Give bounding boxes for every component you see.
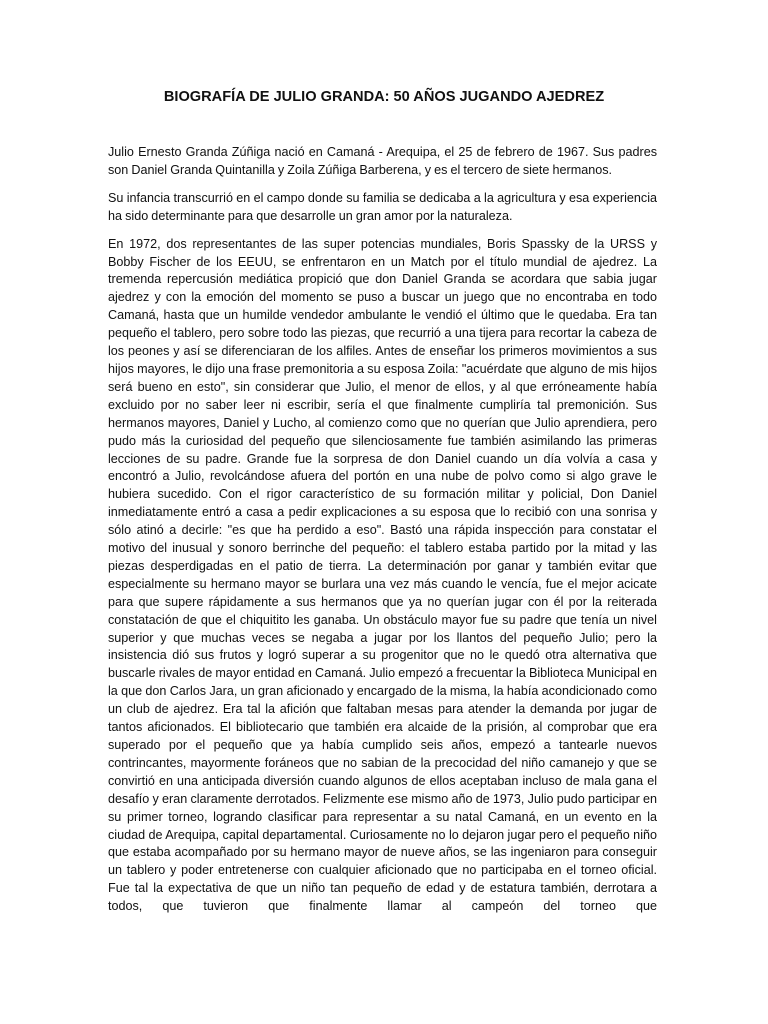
paragraph-childhood-birth: Julio Ernesto Granda Zúñiga nació en Camaná - Arequipa, el 25 de febrero de 1967. Sus padres son Daniel Granda Quintanilla y Zoila Zúñiga Barberena, y es el tercero de siete hermanos.: [108, 145, 657, 177]
document-title: BIOGRAFÍA DE JULIO GRANDA: 50 AÑOS JUGANDO AJEDREZ: [163, 89, 605, 105]
document-body: [108, 144, 657, 926]
paragraph-chess-beginnings: En 1972, dos representantes de las super potencias mundiales, Boris Spassky de la URSS y Bobby Fischer de los EEUU, se enfrentaron en un Match por el título mundial de ajedrez. La tremenda repercusión mediática propició que don Daniel Granda se acordara que sabia jugar ajedrez y con la emoción del momento se puso a buscar un juego que no encontraba en todo Camaná, hasta que un humilde vendedor ambulante le vendió el último que le quedaba. Era tan pequeño el tablero, pero sobre todo las piezas, que recurrió a una tijera para recortar la cabeza de los peones y así se diferenciaran de los alfiles. Antes de enseñar los primeros movimientos a sus hijos mayores, le dijo una frase premonitoria a su esposa Zoila: "acuérdate que alguno de mis hijos será bueno en esto", sin considerar que Julio, el menor de ellos, y al que erróneamente había excluido por no saber leer ni escribir, sería el que finalmente cumpliría tal premonición. Sus hermanos mayores, Daniel y Lucho, al comienzo como que no querían que Julio aprendiera, pero pudo más la curiosidad del pequeño que silenciosamente fue también asimilando las primeras lecciones de su padre. Grande fue la sorpresa de don Daniel cuando un día volvía a casa y encontró a Julio, revolcándose afuera del portón en una nube de polvo como si algo grave le hubiera sucedido. Con el rigor característico de su formación militar y policial, Don Daniel inmediatamente entró a casa a pedir explicaciones a su esposa que lo recibió con una sonrisa y sólo atinó a decirle: "es que ha perdido a eso". Bastó una rápida inspección para constatar el motivo del inusual y sonoro berrinche del pequeño: el tablero estaba partido por la mitad y las piezas desperdigadas en el patio de tierra. La determinación por ganar y también evitar que especialmente su hermano mayor se burlara una vez más cuando le vencía, fue el mejor acicate para que supere rápidamente a sus hermanos que ya no querían jugar con él por la reiterada constatación de que el chiquitito les ganaba. Un obstáculo mayor fue su padre que tenía un nivel superior y que muchas veces se negaba a jugar por los llantos del pequeño Julio; pero la insistencia dió sus frutos y logró superar a su progenitor que no le quedó otra alternativa que buscarle rivales de mayor entidad en Camaná. Julio empezó a frecuentar la Biblioteca Municipal en la que don Carlos Jara, un gran aficionado y encargado de la misma, la había acondicionado como un club de ajedrez. Era tal la afición que faltaban mesas para atender la demanda por jugar de tantos aficionados. El bibliotecario que también era alcaide de la prisión, al comprobar que era superado por el pequeño que ya había cumplido seis años, empezó a tantearle nuevos contrincantes, mayormente foráneos que no sabian de la precocidad del niño camanejo y que se convirtió en una anticipada diversión cuando algunos de ellos aceptaban incluso de mala gana el desafío y eran claramente derrotados. Felizmente ese mismo año de 1973, Julio pudo participar en su primer torneo, logrando clasificar para representar a su natal Camaná, en un evento en la ciudad de Arequipa, capital departamental. Curiosamente no lo dejaron jugar pero el pequeño niño que estaba acompañado por su hermano mayor de nueve años, se las ingeniaron para conseguir un tablero y poder entretenerse con cualquier aficionado que no participaba en el torneo oficial. Fue tal la expectativa de que un niño tan pequeño de edad y de estatura también, derrotara a todos, que tuvieron que finalmente llamar al campeón del torneo que: [108, 236, 657, 914]
paragraph-childhood-countryside: Su infancia transcurrió en el campo donde su familia se dedicaba a la agricultura y esa experiencia ha sido determinante para que desarrolle un gran amor por la naturaleza.: [108, 190, 657, 223]
